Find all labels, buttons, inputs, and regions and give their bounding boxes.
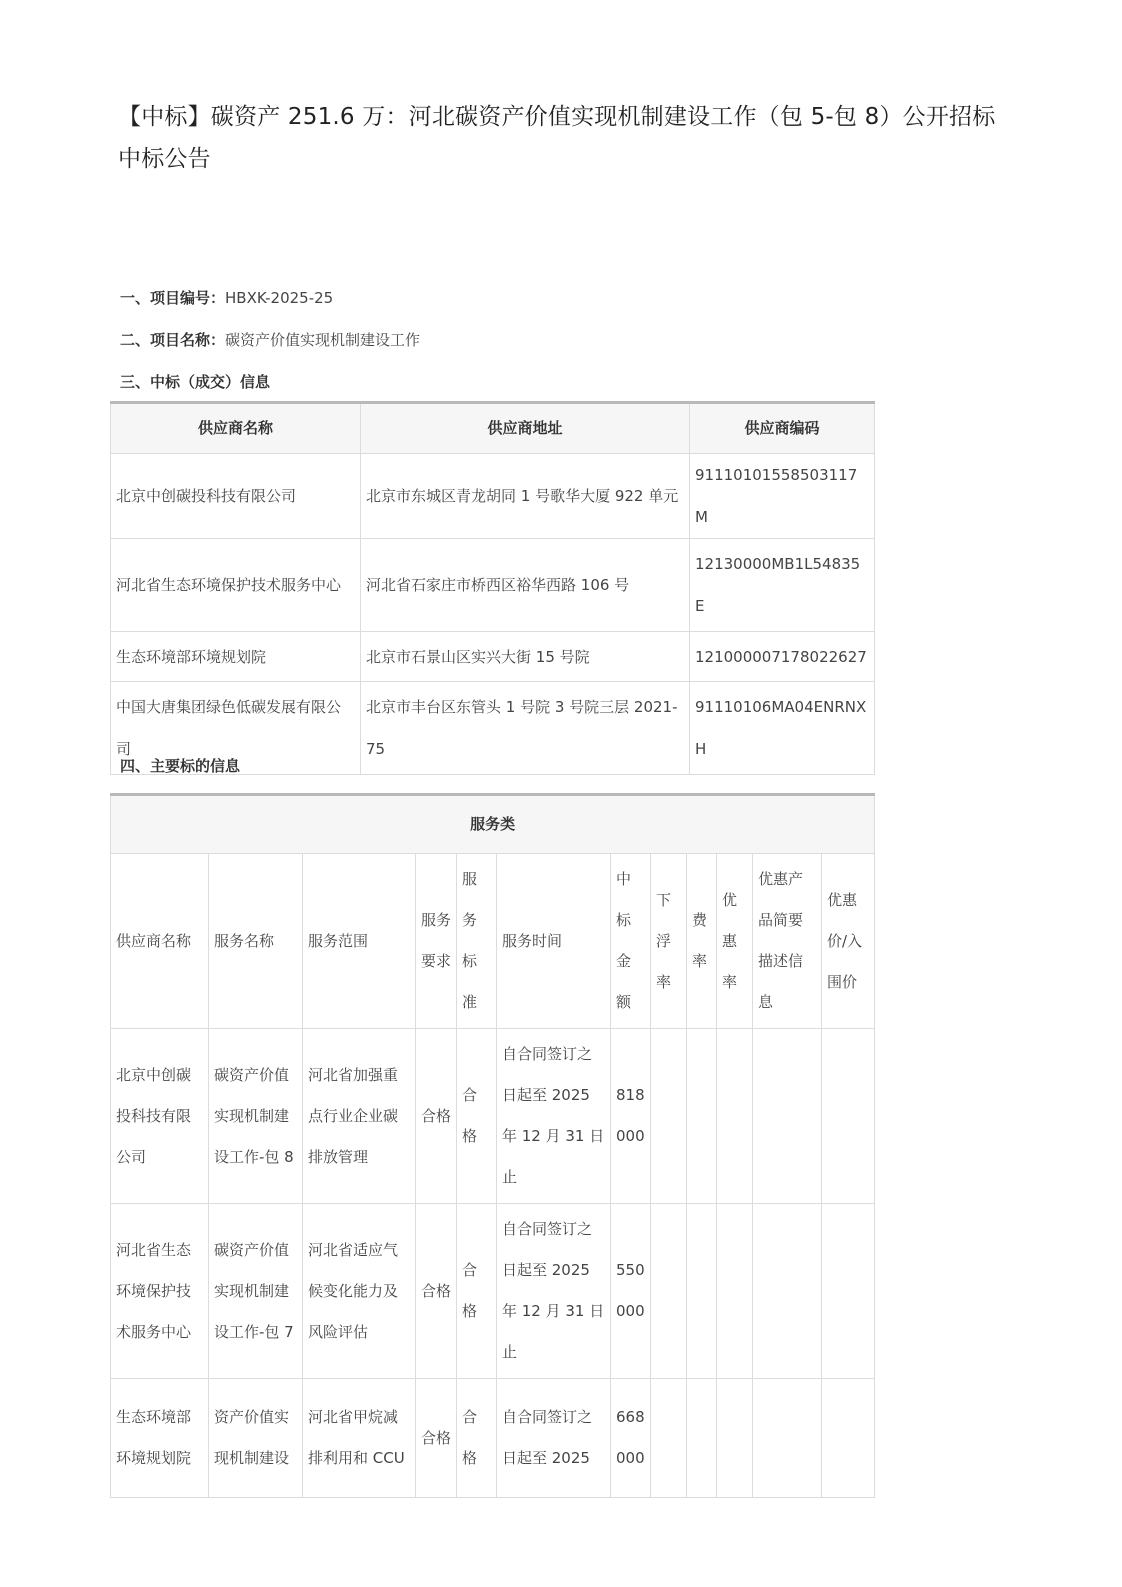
- supplier-code-cell: 12130000MB1L54835E: [690, 539, 875, 632]
- column-header: 优惠价/入围价: [822, 854, 875, 1029]
- category-header: 服务类: [111, 795, 875, 854]
- supplier-name-cell: 北京中创碳投科技有限公司: [111, 454, 361, 539]
- service-requirement-cell: 合格: [416, 1204, 457, 1379]
- supplier-table: [110, 401, 875, 775]
- supplier-address-cell: 北京市丰台区东管头 1 号院 3 号院三层 2021-75: [361, 682, 690, 775]
- service-requirement-cell: 合格: [416, 1379, 457, 1498]
- supplier-address-cell: 河北省石家庄市桥西区裕华西路 106 号: [361, 539, 690, 632]
- table-row: [111, 1379, 875, 1498]
- column-header: 供应商编码: [690, 403, 875, 454]
- table-row: [111, 539, 875, 632]
- supplier-code-cell: 91110101558503117M: [690, 454, 875, 539]
- project-name-value: 碳资产价值实现机制建设工作: [225, 331, 421, 349]
- supplier-name-cell: 生态环境部环境规划院: [111, 632, 361, 682]
- award-amount-cell: 668000: [611, 1379, 651, 1498]
- column-header: 供应商名称: [111, 854, 209, 1029]
- service-standard-cell: 合格: [457, 1029, 497, 1204]
- service-time-cell: 自合同签订之日起至 2025: [497, 1379, 611, 1498]
- fee-rate-cell: [687, 1204, 717, 1379]
- service-scope-cell: 河北省甲烷减排利用和 CCU: [303, 1379, 416, 1498]
- supplier-address-cell: 北京市东城区青龙胡同 1 号歌华大厦 922 单元: [361, 454, 690, 539]
- table-row: [111, 1204, 875, 1379]
- column-header: 供应商名称: [111, 403, 361, 454]
- discount-rate-cell: [651, 1204, 687, 1379]
- project-number-label: 一、项目编号：: [120, 289, 226, 307]
- award-amount-cell: 818000: [611, 1029, 651, 1204]
- supplier-address-cell: 北京市石景山区实兴大街 15 号院: [361, 632, 690, 682]
- service-scope-cell: 河北省适应气候变化能力及风险评估: [303, 1204, 416, 1379]
- preferential-rate-cell: [717, 1379, 753, 1498]
- table-row: [111, 632, 875, 682]
- column-header: 优惠率: [717, 854, 753, 1029]
- project-number-line: [120, 288, 333, 308]
- column-header: 服务范围: [303, 854, 416, 1029]
- page-title: 【中标】碳资产 251.6 万：河北碳资产价值实现机制建设工作（包 5-包 8）公开招标中标公告: [118, 104, 996, 172]
- service-requirement-cell: 合格: [416, 1029, 457, 1204]
- service-time-cell: 自合同签订之日起至 2025 年 12 月 31 日止: [497, 1029, 611, 1204]
- section-heading-award-info: 三、中标（成交）信息: [120, 373, 271, 391]
- project-name-line: [120, 330, 420, 350]
- column-header: 服务标准: [457, 854, 497, 1029]
- column-header: 下浮率: [651, 854, 687, 1029]
- preferential-price-cell: [822, 1204, 875, 1379]
- service-name-cell: 碳资产价值实现机制建设工作-包 8: [209, 1029, 303, 1204]
- discount-rate-cell: [651, 1029, 687, 1204]
- preferential-rate-cell: [717, 1029, 753, 1204]
- column-header: 供应商地址: [361, 403, 690, 454]
- service-name-cell: 碳资产价值实现机制建设工作-包 7: [209, 1204, 303, 1379]
- service-time-cell: 自合同签订之日起至 2025 年 12 月 31 日止: [497, 1204, 611, 1379]
- supplier-name-cell: 河北省生态环境保护技术服务中心: [111, 1204, 209, 1379]
- column-header: 服务名称: [209, 854, 303, 1029]
- preferential-price-cell: [822, 1029, 875, 1204]
- service-scope-cell: 河北省加强重点行业企业碳排放管理: [303, 1029, 416, 1204]
- table-header-row: [111, 854, 875, 1029]
- table-row: [111, 454, 875, 539]
- supplier-name-cell: 生态环境部环境规划院: [111, 1379, 209, 1498]
- fee-rate-cell: [687, 1029, 717, 1204]
- section-heading-main-items: 四、主要标的信息: [120, 757, 241, 775]
- column-header: 费率: [687, 854, 717, 1029]
- column-header: 服务时间: [497, 854, 611, 1029]
- supplier-code-cell: 121000007178022627: [690, 632, 875, 682]
- project-number-value: HBXK-2025-25: [225, 289, 334, 307]
- fee-rate-cell: [687, 1379, 717, 1498]
- supplier-name-cell: 中国大唐集团绿色低碳发展有限公司: [111, 682, 361, 775]
- column-header: 服务要求: [416, 854, 457, 1029]
- supplier-code-cell: 91110106MA04ENRNXH: [690, 682, 875, 775]
- service-standard-cell: 合格: [457, 1379, 497, 1498]
- discount-rate-cell: [651, 1379, 687, 1498]
- preferential-desc-cell: [753, 1204, 822, 1379]
- table-header-row: [111, 403, 875, 454]
- preferential-desc-cell: [753, 1379, 822, 1498]
- service-name-cell: 资产价值实现机制建设: [209, 1379, 303, 1498]
- project-name-label: 二、项目名称：: [120, 331, 226, 349]
- preferential-desc-cell: [753, 1029, 822, 1204]
- service-standard-cell: 合格: [457, 1204, 497, 1379]
- service-table: [110, 793, 875, 1498]
- table-row: [111, 1029, 875, 1204]
- column-header: 优惠产品简要描述信息: [753, 854, 822, 1029]
- column-header: 中标金额: [611, 854, 651, 1029]
- preferential-rate-cell: [717, 1204, 753, 1379]
- preferential-price-cell: [822, 1379, 875, 1498]
- award-amount-cell: 550000: [611, 1204, 651, 1379]
- category-header-row: [111, 795, 875, 854]
- supplier-name-cell: 河北省生态环境保护技术服务中心: [111, 539, 361, 632]
- supplier-name-cell: 北京中创碳投科技有限公司: [111, 1029, 209, 1204]
